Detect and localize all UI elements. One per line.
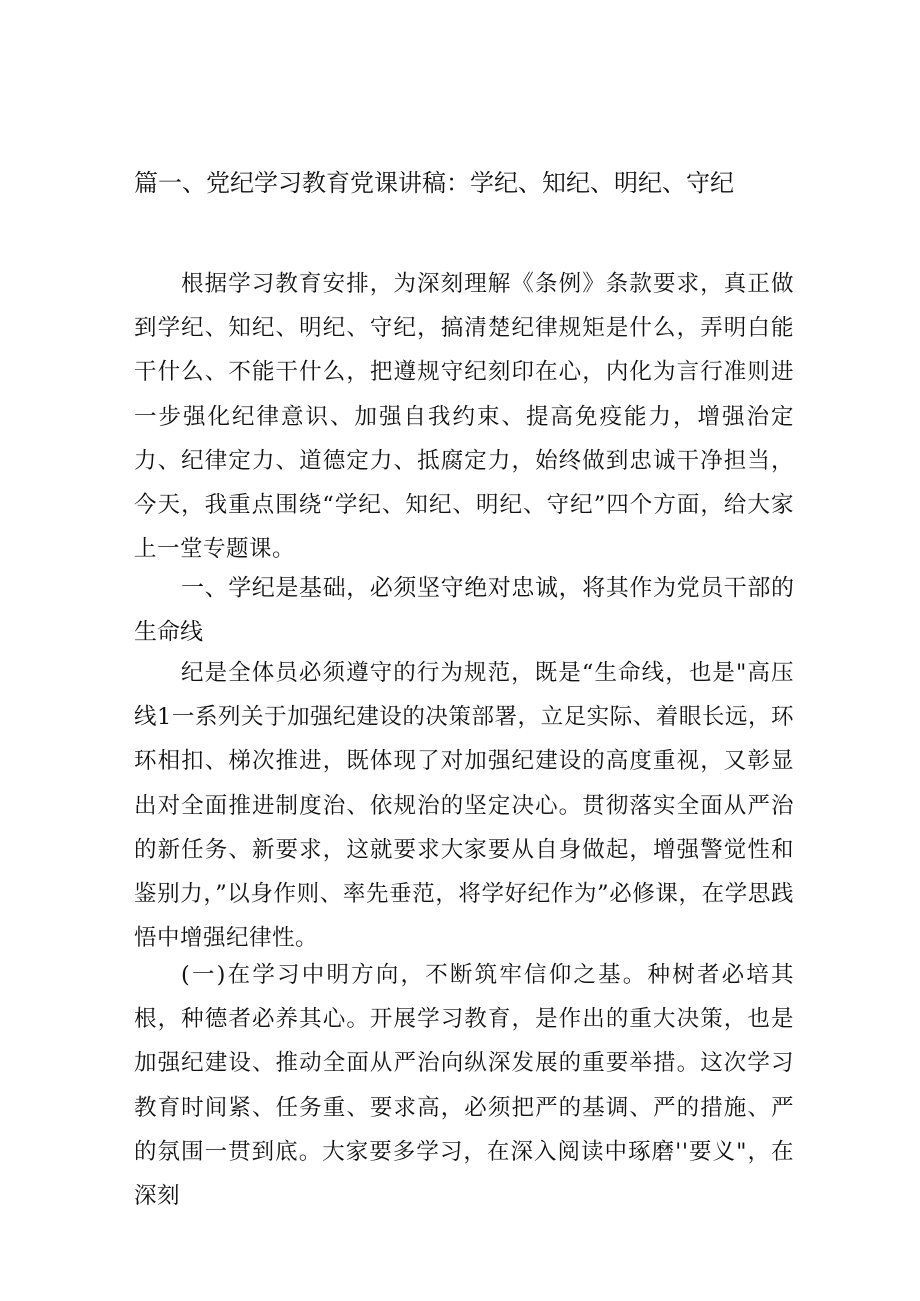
section-paragraph: 纪是全体员必须遵守的行为规范，既是“生命线，也是"高压线1一系列关于加强纪建设的决策部署，立足实际、着眼长远，环环相扣、梯次推进，既体现了对加强纪建设的高度重视，又彰显出对全面推进制度治、依规治的坚定决心。贯彻落实全面从严治的新任务、新要求，这就要求大家要从自身做起，增强警觉性和鉴别力，”以身作则、率先垂范，将学好纪作为”必修课，在学思践悟中增强纪律性。 bbox=[134, 660, 794, 952]
document-title: 篇一、党纪学习教育党课讲稿：学纪、知纪、明纪、守纪 bbox=[134, 169, 734, 197]
subsection-paragraph: (一)在学习中明方向，不断筑牢信仰之基。种树者必培其根，种德者必养其心。开展学习教育，是作出的重大决策，也是加强纪建设、推动全面从严治向纵深发展的重要举措。这次学习教育时间紧、任务重、要求高，必须把严的基调、严的措施、严的氛围一贯到底。大家要多学习，在深入阅读中琢磨''要义"，在深刻 bbox=[134, 962, 794, 1210]
section-heading: 一、学纪是基础，必须坚守绝对忠诚，将其作为党员干部的生命线 bbox=[134, 575, 794, 645]
intro-paragraph: 根据学习教育安排，为深刻理解《条例》条款要求，真正做到学纪、知纪、明纪、守纪，搞清楚纪律规矩是什么，弄明白能干什么、不能干什么，把遵规守纪刻印在心，内化为言行准则进一步强化纪律意识、加强自我约束、提高免疫能力，增强治定力、纪律定力、道德定力、抵腐定力，始终做到忠诚干净担当，今天，我重点围绕“学纪、知纪、明纪、守纪”四个方面，给大家上一堂专题课。 bbox=[134, 271, 794, 563]
